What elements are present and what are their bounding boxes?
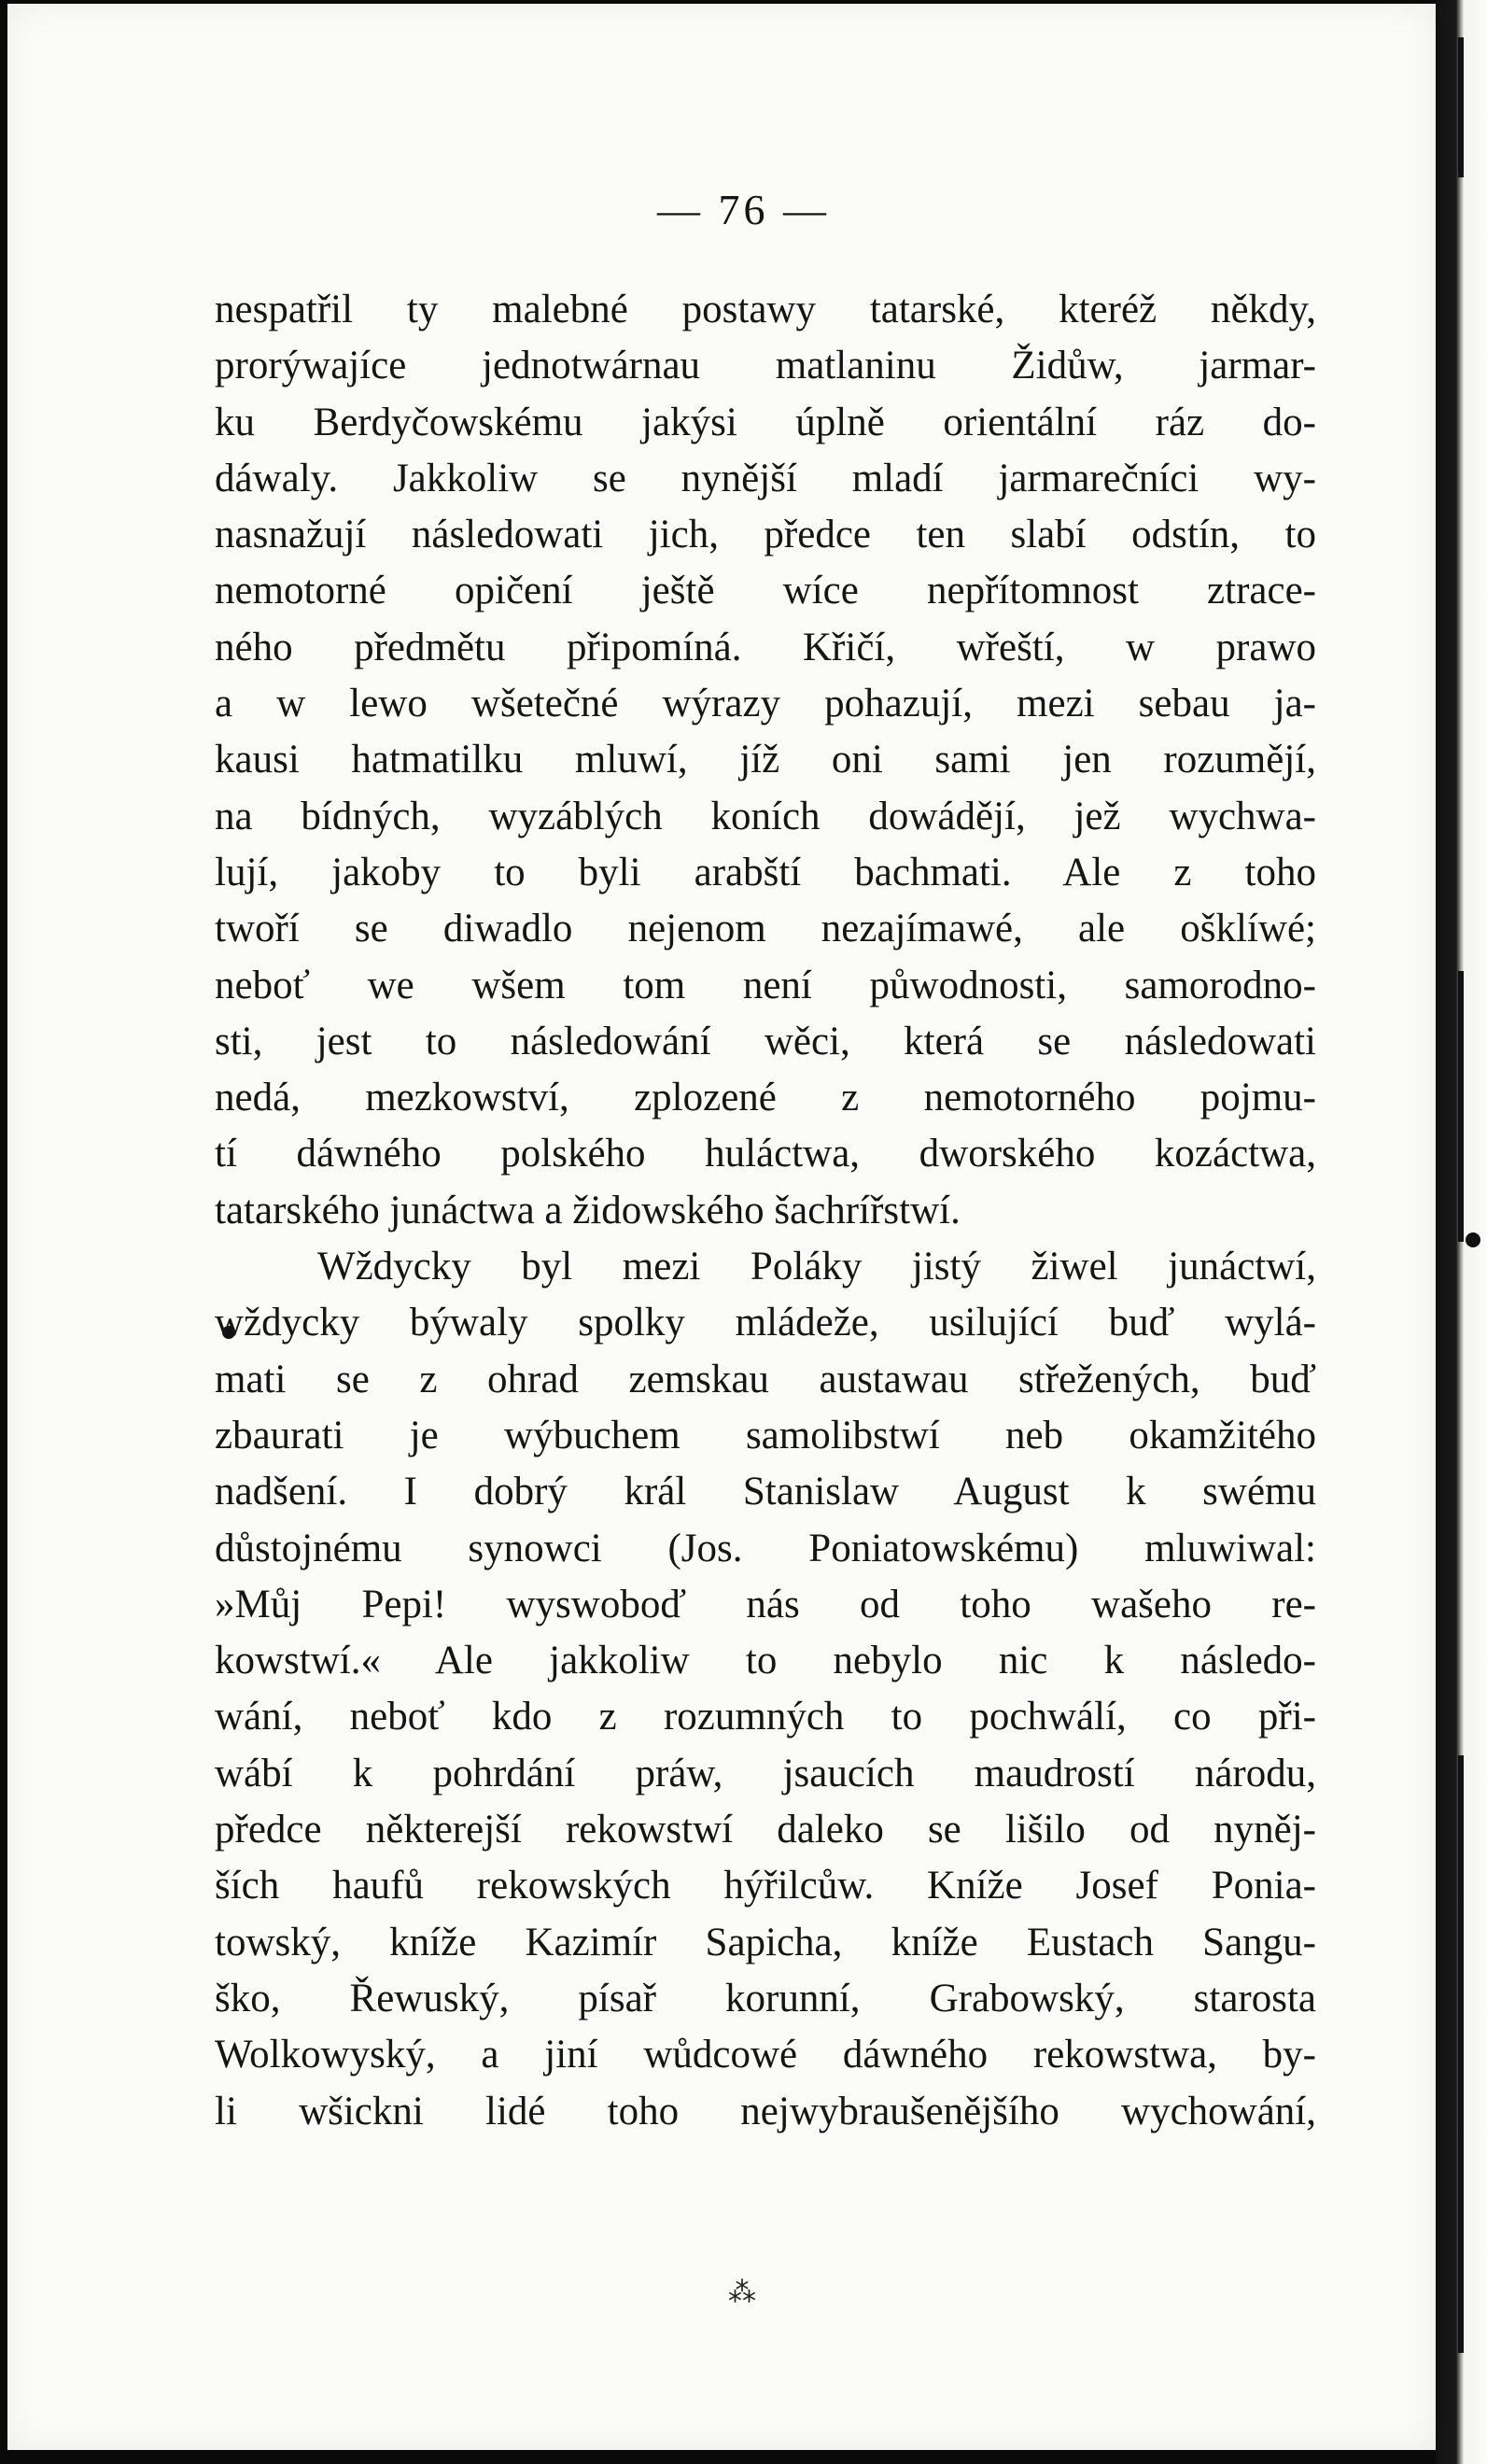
- text-line: tí dáwného polského huláctwa, dworského kozáctwa,: [215, 1132, 1316, 1176]
- text-line: nedá, mezkowství, zplozené z nemotorného pojmu-: [215, 1076, 1316, 1120]
- page-number: — 76 —: [657, 186, 830, 233]
- text-line: neboť we wšem tom není půwodnosti, samorodno-: [215, 963, 1316, 1007]
- text-line: wábí k pohrdání práw, jsaucích maudrostí národu,: [215, 1751, 1316, 1795]
- text-line: towský, kníže Kazimír Sapicha, kníže Eustach Sangu-: [215, 1920, 1316, 1964]
- edge-mark: [1458, 1755, 1464, 2353]
- text-line: ško, Řewuský, písař korunní, Grabowský, starosta: [215, 1976, 1316, 2020]
- paragraph-2: [215, 1239, 1316, 2140]
- text-line: ku Berdyčowskému jakýsi úplně orientální ráz do-: [215, 400, 1316, 444]
- text-line: důstojnému synowci (Jos. Poniatowskému) mluwiwal:: [215, 1526, 1316, 1570]
- text-line: sti, jest to následowání wěci, která se následowati: [215, 1019, 1316, 1063]
- text-line: ších haufů rekowských hýřilcůw. Kníže Josef Ponia-: [215, 1864, 1316, 1908]
- text-line: zbaurati je wýbuchem samolibstwí neb okamžitého: [215, 1413, 1316, 1457]
- text-line: na bídných, wyzáblých koních dowádějí, jež wychwa-: [215, 794, 1316, 838]
- text-line: předce některejší rekowstwí daleko se lišilo od nyněj-: [215, 1808, 1316, 1852]
- text-line: li wšickni lidé toho nejwybraušenějšího wychowání,: [215, 2089, 1316, 2133]
- text-line: nespatřil ty malebné postawy tatarské, kteréž někdy,: [215, 288, 1316, 331]
- text-line: mati se z ohrad zemskau austawau střežených, buď: [215, 1357, 1316, 1401]
- text-line: Wždycky byl mezi Poláky jistý žiwel junáctwí,: [317, 1245, 1316, 1289]
- footer-mark: ⁂: [728, 2276, 756, 2309]
- edge-mark: [1458, 37, 1464, 177]
- text-line: wání, neboť kdo z rozumných to pochwálí, co při-: [215, 1695, 1316, 1739]
- text-line: nasnažují následowati jich, předce ten slabí odstín, to: [215, 513, 1316, 557]
- paragraph-1: [215, 282, 1316, 1239]
- text-line: kowstwí.« Ale jakkoliw to nebylo nic k následo-: [215, 1639, 1316, 1683]
- text-line: »Můj Pepi! wyswoboď nás od toho wašeho re-: [215, 1582, 1316, 1626]
- text-line: ného předmětu připomíná. Křičí, wřeští, w prawo: [215, 625, 1316, 669]
- text-line: dáwaly. Jakkoliw se nynější mladí jarmarečníci wy-: [215, 456, 1316, 500]
- text-line: tatarského junáctwa a židowského šachrířstwí.: [215, 1188, 961, 1232]
- text-line: a w lewo wšetečné wýrazy pohazují, mezi sebau ja-: [215, 682, 1316, 726]
- text-line: nadšení. I dobrý král Stanislaw August k swému: [215, 1470, 1316, 1514]
- text-line: nemotorné opičení ještě wíce nepřítomnost ztrace-: [215, 569, 1316, 613]
- text-line: prorýwajíce jednotwárnau matlaninu Židůw, jarmar-: [215, 344, 1316, 388]
- edge-mark: [1458, 971, 1464, 1242]
- body-text: [215, 282, 1316, 2140]
- text-line: Wolkowyský, a jiní wůdcowé dáwného rekowstwa, by-: [215, 2033, 1316, 2077]
- text-line: twoří se diwadlo nejenom nezajímawé, ale ošklíwé;: [215, 907, 1316, 951]
- text-line: wždycky býwaly spolky mládeže, usilující buď wylá-: [215, 1301, 1316, 1345]
- text-line: kausi hatmatilku mluwí, jíž oni sami jen rozumějí,: [215, 738, 1316, 782]
- ink-smudge: [1466, 1232, 1480, 1247]
- text-line: lují, jakoby to byli arabští bachmati. Ale z toho: [215, 850, 1316, 894]
